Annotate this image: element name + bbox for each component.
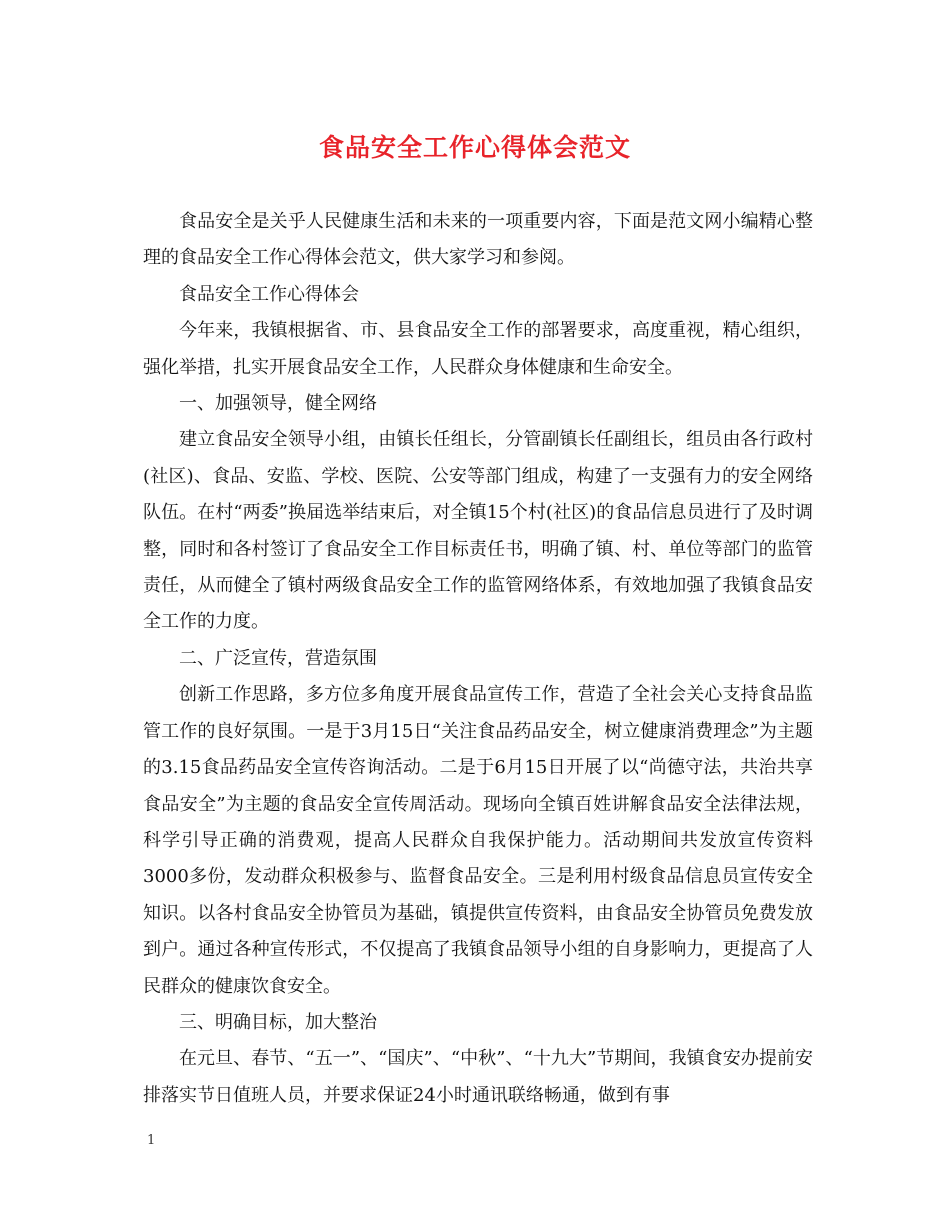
body-paragraph: 今年来，我镇根据省、市、县食品安全工作的部署要求，高度重视，精心组织，强化举措，扎实开展食品安全工作，人民群众身体健康和生命安全。 <box>143 320 813 378</box>
intro-paragraph: 食品安全是关乎人民健康生活和未来的一项重要内容，下面是范文网小编精心整理的食品安全工作心得体会范文，供大家学习和参阅。 <box>143 211 813 269</box>
section-heading: 一、加强领导，健全网络 <box>179 393 377 415</box>
body-paragraph: 建立食品安全领导小组，由镇长任组长，分管副镇长任副组长，组员由各行政村(社区)、食品、安监、学校、医院、公安等部门组成，构建了一支强有力的安全网络队伍。在村“两委”换届选举结束后，对全镇15个村(社区)的食品信息员进行了及时调整，同时和各村签订了食品安全工作目标责任书，明确了镇、村、单位等部门的监管责任，从而健全了镇村两级食品安全工作的监管网络体系，有效地加强了我镇食品安全工作的力度。 <box>143 429 813 633</box>
body-paragraph: 在元旦、春节、“五一”、“国庆”、“中秋”、“十九大”节期间，我镇食安办提前安排落实节日值班人员，并要求保证24小时通讯联络畅通，做到有事 <box>143 1048 813 1106</box>
section-heading: 三、明确目标，加大整治 <box>179 1011 377 1033</box>
page-number: 1 <box>147 1133 156 1148</box>
document-title: 食品安全工作心得体会范文 <box>318 133 631 162</box>
document-body <box>143 204 813 1114</box>
section-heading: 二、广泛宣传，营造氛围 <box>179 647 377 669</box>
section-subtitle: 食品安全工作心得体会 <box>179 283 359 305</box>
body-paragraph: 创新工作思路，多方位多角度开展食品宣传工作，营造了全社会关心支持食品监管工作的良好氛围。一是于3月15日“关注食品药品安全，树立健康消费理念”为主题的3.15食品药品安全宣传咨询活动。二是于6月15日开展了以“尚德守法，共治共享食品安全”为主题的食品安全宣传周活动。现场向全镇百姓讲解食品安全法律法规，科学引导正确的消费观，提高人民群众自我保护能力。活动期间共发放宣传资料3000多份，发动群众积极参与、监督食品安全。三是利用村级食品信息员宣传安全知识。以各村食品安全协管员为基础，镇提供宣传资料，由食品安全协管员免费发放到户。通过各种宣传形式，不仅提高了我镇食品领导小组的自身影响力，更提高了人民群众的健康饮食安全。 <box>143 684 813 997</box>
